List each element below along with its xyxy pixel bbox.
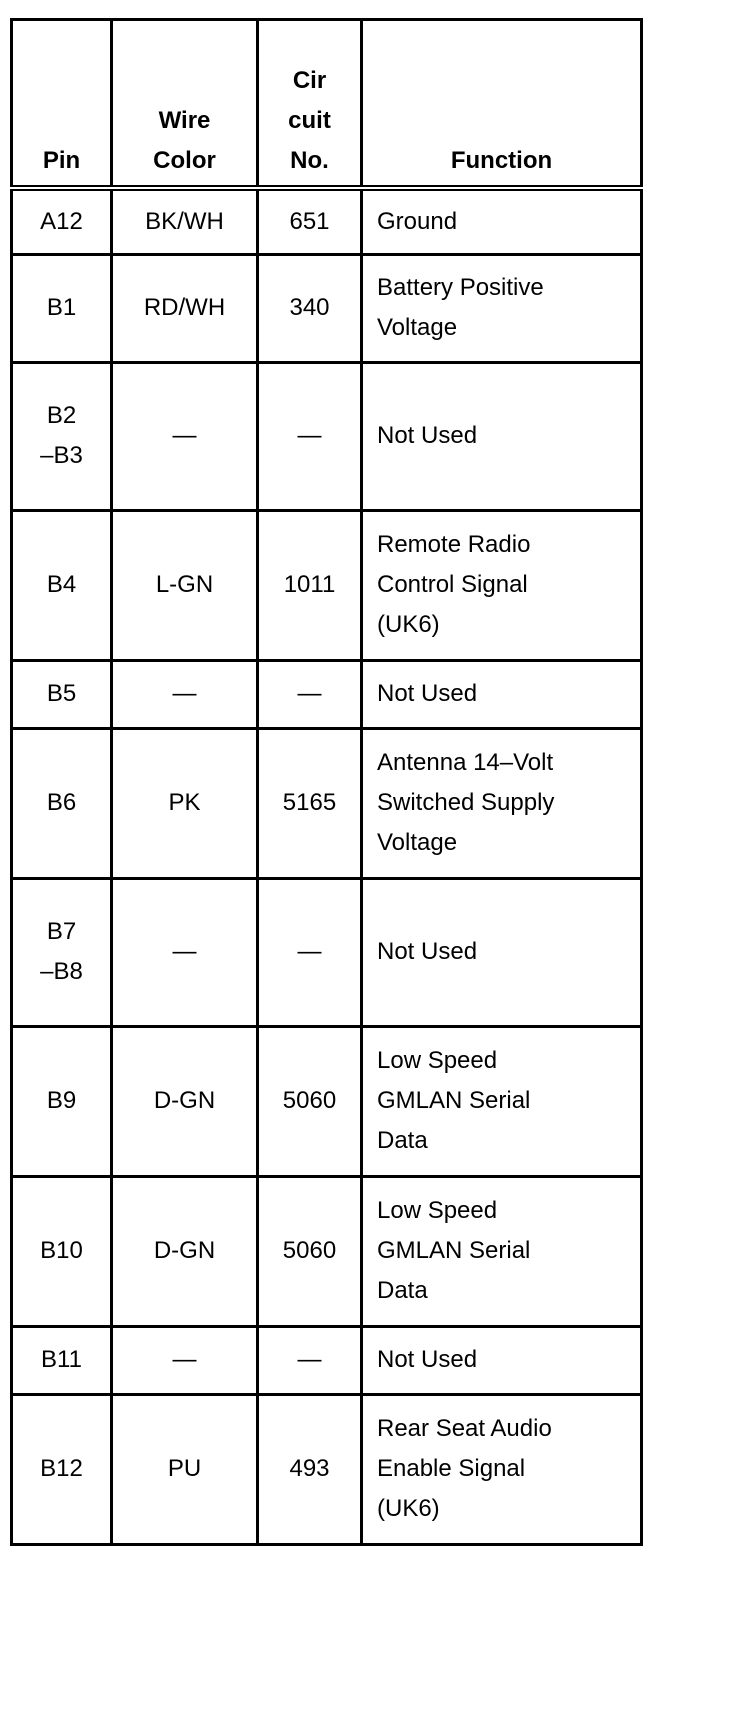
cell-circuit (258, 254, 362, 362)
cell-wire_color (112, 362, 258, 510)
cell-wire_color (112, 728, 258, 878)
cell-pin (12, 188, 112, 254)
cell-circuit-value: 5060 (282, 1237, 337, 1264)
header-wire-color (112, 20, 258, 189)
cell-function-line: Data (377, 1127, 428, 1154)
table-row (12, 254, 642, 362)
header-row (12, 20, 642, 189)
cell-circuit (258, 1176, 362, 1326)
cell-pin (12, 1394, 112, 1544)
cell-function (362, 1176, 642, 1326)
cell-pin-line: –B3 (40, 442, 83, 469)
cell-pin (12, 728, 112, 878)
cell-pin-line: A12 (40, 207, 83, 235)
cell-function-line: Antenna 14–Volt (377, 749, 554, 776)
table-body (12, 188, 642, 1544)
cell-function-line: Ground (377, 207, 458, 235)
table-header (12, 20, 642, 189)
cell-pin-line: B7 (46, 918, 77, 945)
cell-function-line: GMLAN Serial (377, 1237, 531, 1264)
cell-circuit (258, 660, 362, 728)
cell-function-line: Switched Supply (377, 789, 555, 816)
cell-function-line: Rear Seat Audio (377, 1415, 552, 1442)
cell-wire_color-value: PK (168, 789, 201, 816)
cell-circuit (258, 728, 362, 878)
table-row (12, 660, 642, 728)
cell-pin-line: B9 (46, 1087, 77, 1114)
cell-function (362, 1026, 642, 1176)
cell-circuit (258, 1326, 362, 1394)
cell-function-line: Voltage (377, 314, 458, 341)
cell-wire_color-value: L-GN (155, 571, 214, 598)
cell-circuit (258, 1394, 362, 1544)
cell-wire_color (112, 510, 258, 660)
cell-pin (12, 878, 112, 1026)
cell-wire_color-value: — (172, 1346, 197, 1373)
cell-function-line: Enable Signal (377, 1455, 526, 1482)
cell-circuit (258, 878, 362, 1026)
cell-wire_color-value: BK/WH (145, 207, 224, 235)
cell-circuit-value: — (297, 1346, 322, 1373)
cell-function (362, 660, 642, 728)
header-pin (12, 20, 112, 189)
cell-circuit-value: 1011 (283, 571, 336, 598)
table-row (12, 1026, 642, 1176)
header-pin-label: Pin (42, 147, 81, 174)
cell-function-line: Voltage (377, 829, 458, 856)
cell-function (362, 510, 642, 660)
connector-pinout-table (10, 18, 643, 1546)
cell-function-line: Low Speed (377, 1197, 498, 1224)
cell-pin-line: B2 (46, 402, 77, 429)
table-row (12, 362, 642, 510)
table-row (12, 878, 642, 1026)
cell-wire_color (112, 1026, 258, 1176)
cell-pin (12, 660, 112, 728)
cell-function-line: Not Used (377, 680, 478, 707)
cell-wire_color-value: D-GN (153, 1237, 216, 1264)
cell-circuit-value: — (297, 422, 322, 449)
cell-circuit (258, 1026, 362, 1176)
cell-wire_color (112, 254, 258, 362)
cell-circuit (258, 362, 362, 510)
table-row (12, 728, 642, 878)
cell-circuit (258, 510, 362, 660)
cell-pin-line: B12 (40, 1455, 83, 1482)
cell-circuit-value: 5060 (282, 1087, 337, 1114)
cell-pin (12, 510, 112, 660)
header-wire-color-line-1: Wire (158, 107, 211, 134)
cell-pin (12, 1176, 112, 1326)
cell-function-line: GMLAN Serial (377, 1087, 531, 1114)
header-wire-color-line-2: Color (153, 147, 216, 174)
cell-wire_color-value: D-GN (153, 1087, 216, 1114)
cell-function-line: Not Used (377, 938, 478, 965)
cell-pin (12, 1326, 112, 1394)
cell-wire_color (112, 1176, 258, 1326)
cell-circuit-value: 493 (289, 1455, 330, 1482)
header-function-label: Function (450, 147, 553, 174)
cell-circuit-value: 651 (289, 207, 330, 235)
header-circuit-no (258, 20, 362, 189)
table-row (12, 510, 642, 660)
cell-function (362, 728, 642, 878)
cell-function (362, 878, 642, 1026)
header-circuit-line-1: Cir (292, 67, 327, 94)
cell-pin (12, 362, 112, 510)
cell-function-line: (UK6) (377, 1495, 440, 1522)
cell-pin-line: B11 (41, 1346, 82, 1373)
header-function (362, 20, 642, 189)
cell-pin-line: B10 (40, 1237, 83, 1264)
cell-circuit (258, 188, 362, 254)
cell-wire_color (112, 188, 258, 254)
cell-function (362, 1326, 642, 1394)
cell-wire_color-value: PU (167, 1455, 202, 1482)
cell-wire_color (112, 660, 258, 728)
cell-wire_color-value: — (172, 422, 197, 449)
table-row (12, 1176, 642, 1326)
cell-pin-line: B4 (46, 571, 77, 598)
cell-wire_color (112, 878, 258, 1026)
cell-wire_color-value: — (172, 938, 197, 965)
cell-function-line: (UK6) (377, 611, 440, 638)
cell-function (362, 254, 642, 362)
cell-function-line: Not Used (377, 1346, 478, 1373)
cell-function-line: Data (377, 1277, 428, 1304)
cell-wire_color (112, 1394, 258, 1544)
table-row (12, 1326, 642, 1394)
cell-function-line: Battery Positive (377, 274, 544, 301)
cell-circuit-value: 340 (289, 294, 330, 321)
table-row (12, 1394, 642, 1544)
cell-function (362, 1394, 642, 1544)
cell-function-line: Control Signal (377, 571, 528, 598)
cell-wire_color-value: — (172, 680, 197, 707)
cell-pin (12, 1026, 112, 1176)
cell-pin-line: B6 (46, 789, 77, 816)
cell-function-line: Not Used (377, 422, 478, 449)
header-circuit-line-2: cuit (288, 107, 331, 134)
header-circuit-line-3: No. (290, 147, 329, 174)
cell-pin-line: –B8 (40, 958, 83, 985)
cell-wire_color-value: RD/WH (143, 294, 226, 321)
cell-circuit-value: — (297, 938, 322, 965)
table-row (12, 188, 642, 254)
cell-pin-line: B5 (46, 680, 77, 707)
cell-function (362, 362, 642, 510)
cell-wire_color (112, 1326, 258, 1394)
cell-function-line: Low Speed (377, 1047, 498, 1074)
cell-function (362, 188, 642, 254)
cell-circuit-value: 5165 (282, 789, 337, 816)
cell-function-line: Remote Radio (377, 531, 531, 558)
cell-pin-line: B1 (46, 294, 77, 321)
cell-pin (12, 254, 112, 362)
cell-circuit-value: — (297, 680, 322, 707)
